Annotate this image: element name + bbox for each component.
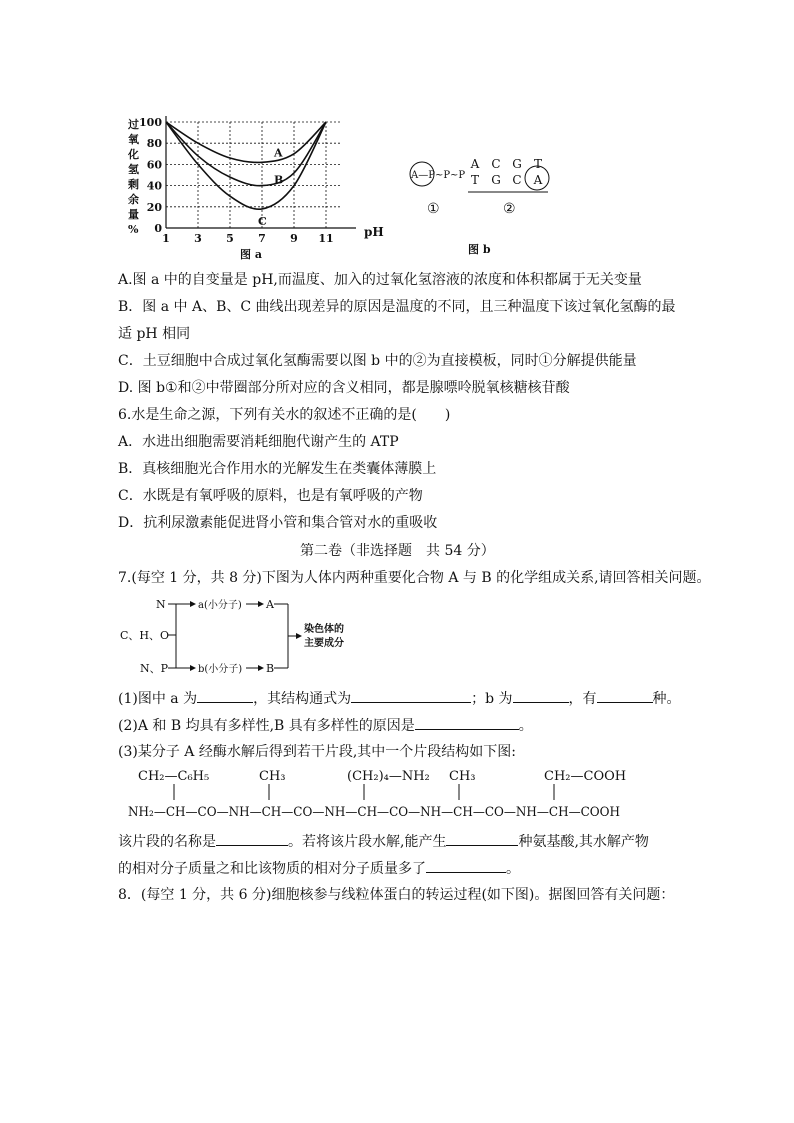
chart-grid (166, 122, 342, 228)
y-tick-label: 40 (146, 179, 162, 193)
diagram-arrows (168, 604, 298, 668)
q6-stem: 6.水是生命之源，下列有关水的叙述不正确的是( ) (118, 407, 451, 423)
label-2: ② (503, 201, 516, 217)
q7-stem: 7.(每空 1 分，共 8 分)下图为人体内两种重要化合物 A 与 B 的化学组成关系,请回答相关问题。 (118, 570, 711, 586)
figure-b-caption: 图 b (468, 243, 491, 256)
element-cho: C、H、O (120, 629, 170, 642)
chart-curves (166, 122, 326, 209)
x-tick-label: 5 (226, 232, 234, 245)
answer-blank[interactable] (446, 831, 518, 846)
figure-a-caption: 图 a (240, 248, 262, 261)
q7-sub3-q2: 的相对分子质量之和比该物质的相对分子质量多了 。 (118, 858, 520, 879)
x-tick-label: 1 (162, 232, 170, 245)
answer-blank[interactable] (197, 688, 253, 703)
q7-composition-diagram (118, 592, 368, 678)
strand-bottom-base: A (533, 173, 543, 187)
q5-option-a: A.图 a 中的自变量是 pH,而温度、加入的过氧化氢溶液的浓度和体积都属于无关变量 (118, 272, 642, 288)
element-n: N (156, 598, 166, 611)
peptide-side-chain: CH₂—COOH (544, 769, 627, 784)
strand-top-base: G (512, 157, 522, 171)
y-tick-label: 20 (146, 200, 162, 214)
answer-blank[interactable] (513, 688, 569, 703)
peptide-side-chain: (CH₂)₄—NH₂ (347, 769, 430, 784)
q7-sub3: (3)某分子 A 经酶水解后得到若干片段,其中一个片段结构如下图: (118, 744, 517, 760)
chromosome-label-2: 主要成分 (304, 638, 344, 649)
strand-bottom-base: G (491, 173, 501, 187)
compound-a: A (266, 598, 274, 611)
atp-label: A—P~P~P (411, 170, 466, 181)
peptide-side-chains (138, 769, 626, 784)
peptide-side-chain: CH₂—C₆H₅ (138, 769, 210, 784)
x-tick-label: 7 (258, 232, 266, 245)
peptide-backbone: NH₂—CH—CO—NH—CH—CO—NH—CH—CO—NH—CH—CO—NH—CH—COOH (128, 805, 620, 820)
strand-top-base: C (491, 157, 501, 171)
answer-blank[interactable] (426, 858, 506, 873)
y-tick-label: 0 (154, 222, 162, 235)
element-np: N、P (140, 662, 169, 675)
figure-b-diagram (405, 150, 565, 260)
curve-A (166, 122, 326, 162)
q8-stem: 8．(每空 1 分，共 6 分)细胞核参与线粒体蛋白的转运过程(如下图)。据图回答有关问题： (118, 887, 675, 903)
q6-option-a: A．水进出细胞需要消耗细胞代谢产生的 ATP (118, 434, 399, 450)
compound-b: B (266, 662, 275, 675)
peptide-structure (118, 766, 638, 822)
x-tick-labels (162, 232, 333, 245)
answer-blank[interactable] (415, 715, 519, 730)
y-tick-label: 80 (146, 137, 162, 151)
curve-label: B (274, 173, 284, 187)
answer-blank[interactable] (216, 831, 288, 846)
strand-bottom-base: T (470, 173, 480, 187)
y-tick-label: 60 (146, 158, 162, 172)
x-tick-label: 11 (318, 232, 334, 245)
y-axis-label: 过氧化氢剩余量% (128, 118, 139, 236)
figure-a-chart (120, 108, 390, 263)
q7-sub2: (2)A 和 B 均具有多样性,B 具有多样性的原因是 。 (118, 715, 533, 736)
q7-sub1: (1)图中 a 为 ，其结构通式为 ；b 为 ，有 种。 (118, 688, 681, 709)
x-tick-label: 3 (194, 232, 202, 245)
y-tick-label: 100 (139, 116, 162, 129)
label-1: ① (427, 201, 440, 217)
x-tick-label: 9 (290, 232, 298, 245)
curve-label: C (258, 214, 267, 228)
q5-option-c: C．土豆细胞中合成过氧化氢酶需要以图 b 中的②为直接模板，同时①分解提供能量 (118, 353, 637, 369)
y-tick-labels (139, 116, 162, 235)
section-title: 第二卷（非选择题 共 54 分） (300, 543, 495, 559)
q6-option-d: D．抗利尿激素能促进肾小管和集合管对水的重吸收 (118, 515, 438, 531)
small-molecule-b: b(小分子) (198, 664, 243, 675)
curve-label: A (274, 146, 283, 160)
answer-blank[interactable] (351, 688, 471, 703)
q5-option-d: D. 图 b①和②中带圈部分所对应的含义相同，都是腺嘌呤脱氧核糖核苷酸 (118, 380, 570, 396)
diagram-arrowheads (190, 601, 302, 671)
dna-strand (470, 157, 543, 187)
peptide-side-chain: CH₃ (259, 769, 286, 784)
x-axis-label: pH (364, 225, 384, 239)
curve-C (166, 122, 326, 209)
chromosome-label-1: 染色体的 (304, 624, 344, 635)
answer-blank[interactable] (597, 688, 653, 703)
q5-option-b: B．图 a 中 A、B、C 曲线出现差异的原因是温度的不同，且三种温度下该过氧化氢酶的最 (118, 299, 676, 315)
chart-axes (166, 116, 356, 228)
q6-option-b: B．真核细胞光合作用水的光解发生在类囊体薄膜上 (118, 461, 437, 477)
small-molecule-a: a(小分子) (198, 600, 242, 611)
q5-option-b-cont: 适 pH 相同 (118, 326, 191, 342)
q7-sub3-q1: 该片段的名称是 。若将该片段水解,能产生 种氨基酸,其水解产物 (118, 831, 649, 852)
strand-top-base: T (533, 157, 543, 171)
strand-bottom-base: C (512, 173, 522, 187)
peptide-side-chain: CH₃ (449, 769, 476, 784)
q6-option-c: C．水既是有氧呼吸的原料，也是有氧呼吸的产物 (118, 488, 423, 504)
peptide-bonds (174, 784, 554, 800)
strand-top-base: A (470, 157, 480, 171)
